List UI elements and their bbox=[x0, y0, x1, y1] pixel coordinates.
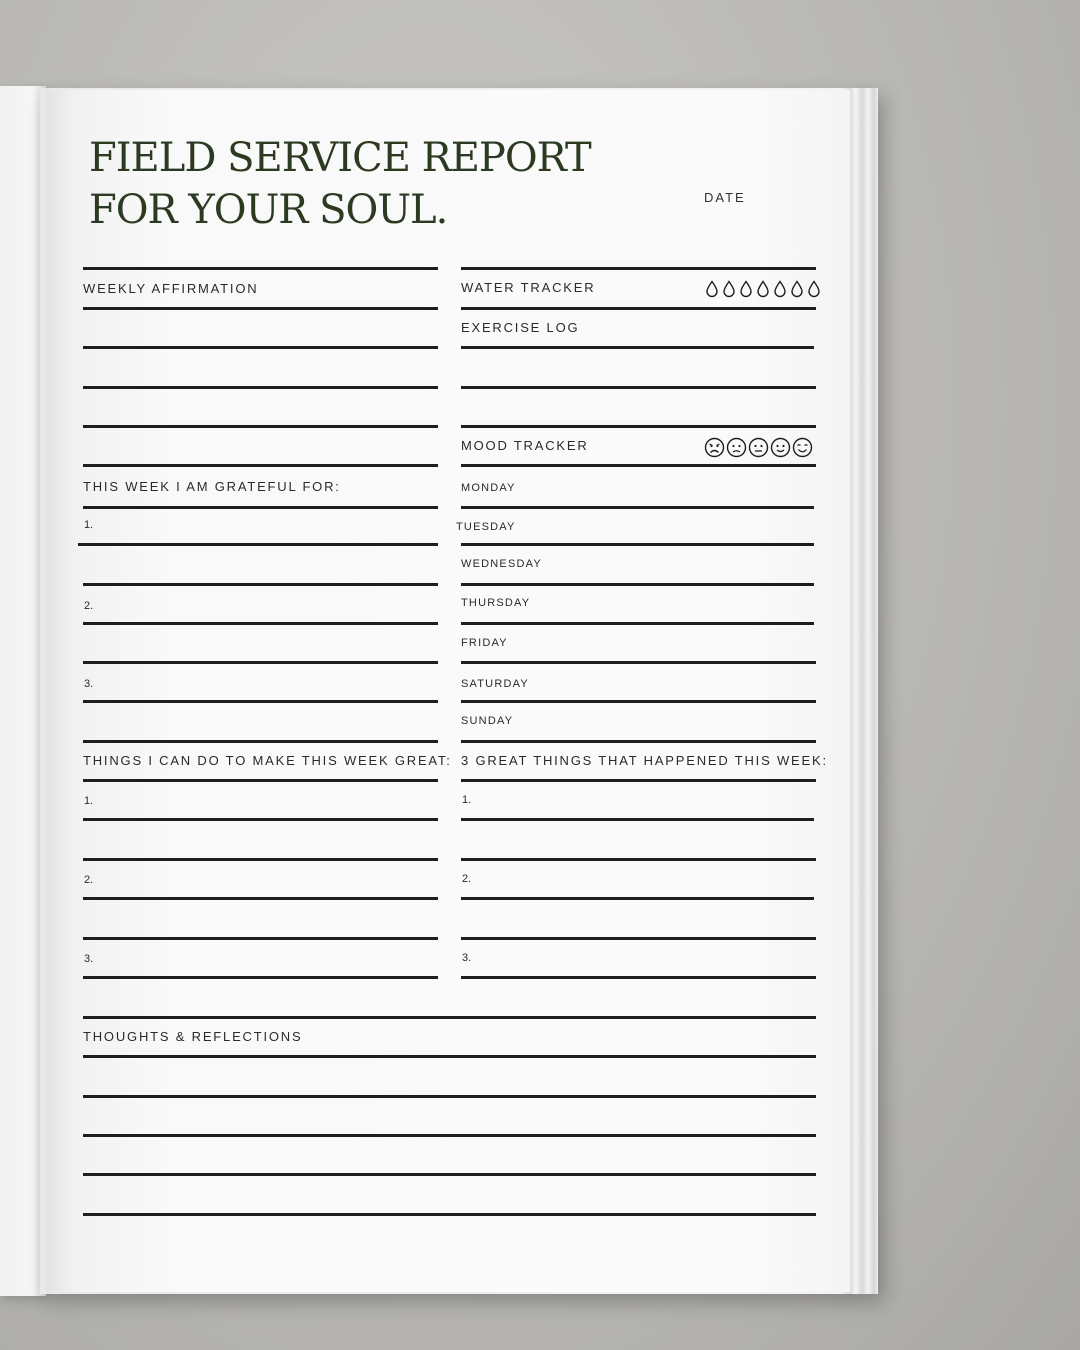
day-line bbox=[461, 583, 814, 586]
rule-mood-top bbox=[461, 425, 816, 428]
water-drops bbox=[704, 280, 822, 298]
things-line bbox=[83, 858, 438, 861]
things-to-do-label: THINGS I CAN DO TO MAKE THIS WEEK GREAT: bbox=[83, 753, 452, 768]
thoughts-line bbox=[83, 1134, 816, 1137]
exercise-line bbox=[461, 386, 816, 389]
great-number-2: 2. bbox=[462, 873, 472, 885]
great-line bbox=[461, 897, 814, 900]
neutral-face-icon[interactable] bbox=[748, 437, 769, 458]
sad-face-icon[interactable] bbox=[726, 437, 747, 458]
grateful-line bbox=[78, 543, 438, 546]
grateful-line bbox=[83, 661, 438, 664]
day-saturday: SATURDAY bbox=[461, 678, 529, 690]
great-line bbox=[461, 818, 814, 821]
thoughts-line bbox=[83, 1173, 816, 1176]
rule-top-right bbox=[461, 267, 816, 270]
grateful-line bbox=[83, 700, 438, 703]
exercise-line bbox=[461, 346, 814, 349]
affirmation-line bbox=[83, 346, 438, 349]
date-label: DATE bbox=[704, 190, 746, 205]
things-line bbox=[83, 937, 438, 940]
affirmation-line bbox=[83, 386, 438, 389]
great-number-1: 1. bbox=[462, 794, 472, 806]
grateful-number-3: 3. bbox=[84, 678, 94, 690]
water-drop-icon[interactable] bbox=[721, 280, 737, 298]
exercise-log-label: EXERCISE LOG bbox=[461, 320, 580, 335]
rule-thoughts-top bbox=[83, 1016, 816, 1019]
great-things-label: 3 GREAT THINGS THAT HAPPENED THIS WEEK: bbox=[461, 753, 828, 768]
things-number-1: 1. bbox=[84, 795, 94, 807]
mood-tracker-label: MOOD TRACKER bbox=[461, 438, 589, 453]
affirmation-line bbox=[83, 425, 438, 428]
rule-things-top bbox=[83, 740, 438, 743]
grateful-label: THIS WEEK I AM GRATEFUL FOR: bbox=[83, 479, 341, 494]
day-wednesday: WEDNESDAY bbox=[461, 558, 542, 570]
grateful-line bbox=[83, 506, 438, 509]
rule-exercise-top bbox=[461, 307, 816, 310]
great-line bbox=[461, 976, 816, 979]
day-thursday: THURSDAY bbox=[461, 597, 531, 609]
rule-great-top bbox=[461, 740, 816, 743]
very-sad-face-icon[interactable] bbox=[704, 437, 725, 458]
grateful-number-1: 1. bbox=[84, 519, 94, 531]
weekly-affirmation-label: WEEKLY AFFIRMATION bbox=[83, 281, 259, 296]
day-tuesday: TUESDAY bbox=[456, 521, 516, 533]
day-line bbox=[461, 661, 816, 664]
things-line bbox=[83, 976, 438, 979]
title-line-2: FOR YOUR SOUL. bbox=[89, 187, 448, 233]
great-line bbox=[461, 858, 816, 861]
things-number-3: 3. bbox=[84, 953, 94, 965]
mood-faces bbox=[704, 437, 813, 458]
grateful-line bbox=[83, 583, 438, 586]
thoughts-line bbox=[83, 1095, 816, 1098]
thoughts-line bbox=[83, 1213, 816, 1216]
water-drop-icon[interactable] bbox=[755, 280, 771, 298]
water-drop-icon[interactable] bbox=[772, 280, 788, 298]
things-number-2: 2. bbox=[84, 874, 94, 886]
page-title bbox=[89, 132, 609, 236]
things-line bbox=[83, 897, 438, 900]
thoughts-line bbox=[83, 1055, 816, 1058]
thoughts-label: THOUGHTS & REFLECTIONS bbox=[83, 1029, 303, 1044]
rule-top-left bbox=[83, 267, 438, 270]
title-line-1: FIELD SERVICE REPORT bbox=[89, 135, 591, 181]
water-drop-icon[interactable] bbox=[806, 280, 822, 298]
water-drop-icon[interactable] bbox=[738, 280, 754, 298]
affirmation-line bbox=[83, 307, 438, 310]
day-line bbox=[461, 543, 814, 546]
great-number-3: 3. bbox=[462, 952, 472, 964]
grateful-line bbox=[83, 622, 438, 625]
day-monday: MONDAY bbox=[461, 482, 516, 494]
planner-page bbox=[46, 90, 850, 1292]
day-line bbox=[461, 622, 814, 625]
rule-days-top bbox=[461, 464, 816, 467]
water-drop-icon[interactable] bbox=[789, 280, 805, 298]
grateful-number-2: 2. bbox=[84, 600, 94, 612]
very-happy-face-icon[interactable] bbox=[792, 437, 813, 458]
things-line bbox=[83, 779, 438, 782]
happy-face-icon[interactable] bbox=[770, 437, 791, 458]
water-tracker-label: WATER TRACKER bbox=[461, 280, 596, 295]
rule-grateful-top bbox=[83, 464, 438, 467]
things-line bbox=[83, 818, 438, 821]
water-drop-icon[interactable] bbox=[704, 280, 720, 298]
day-line bbox=[461, 506, 814, 509]
great-line bbox=[461, 937, 816, 940]
great-line bbox=[461, 779, 816, 782]
day-line bbox=[461, 700, 816, 703]
day-friday: FRIDAY bbox=[461, 637, 508, 649]
day-sunday: SUNDAY bbox=[461, 715, 514, 727]
